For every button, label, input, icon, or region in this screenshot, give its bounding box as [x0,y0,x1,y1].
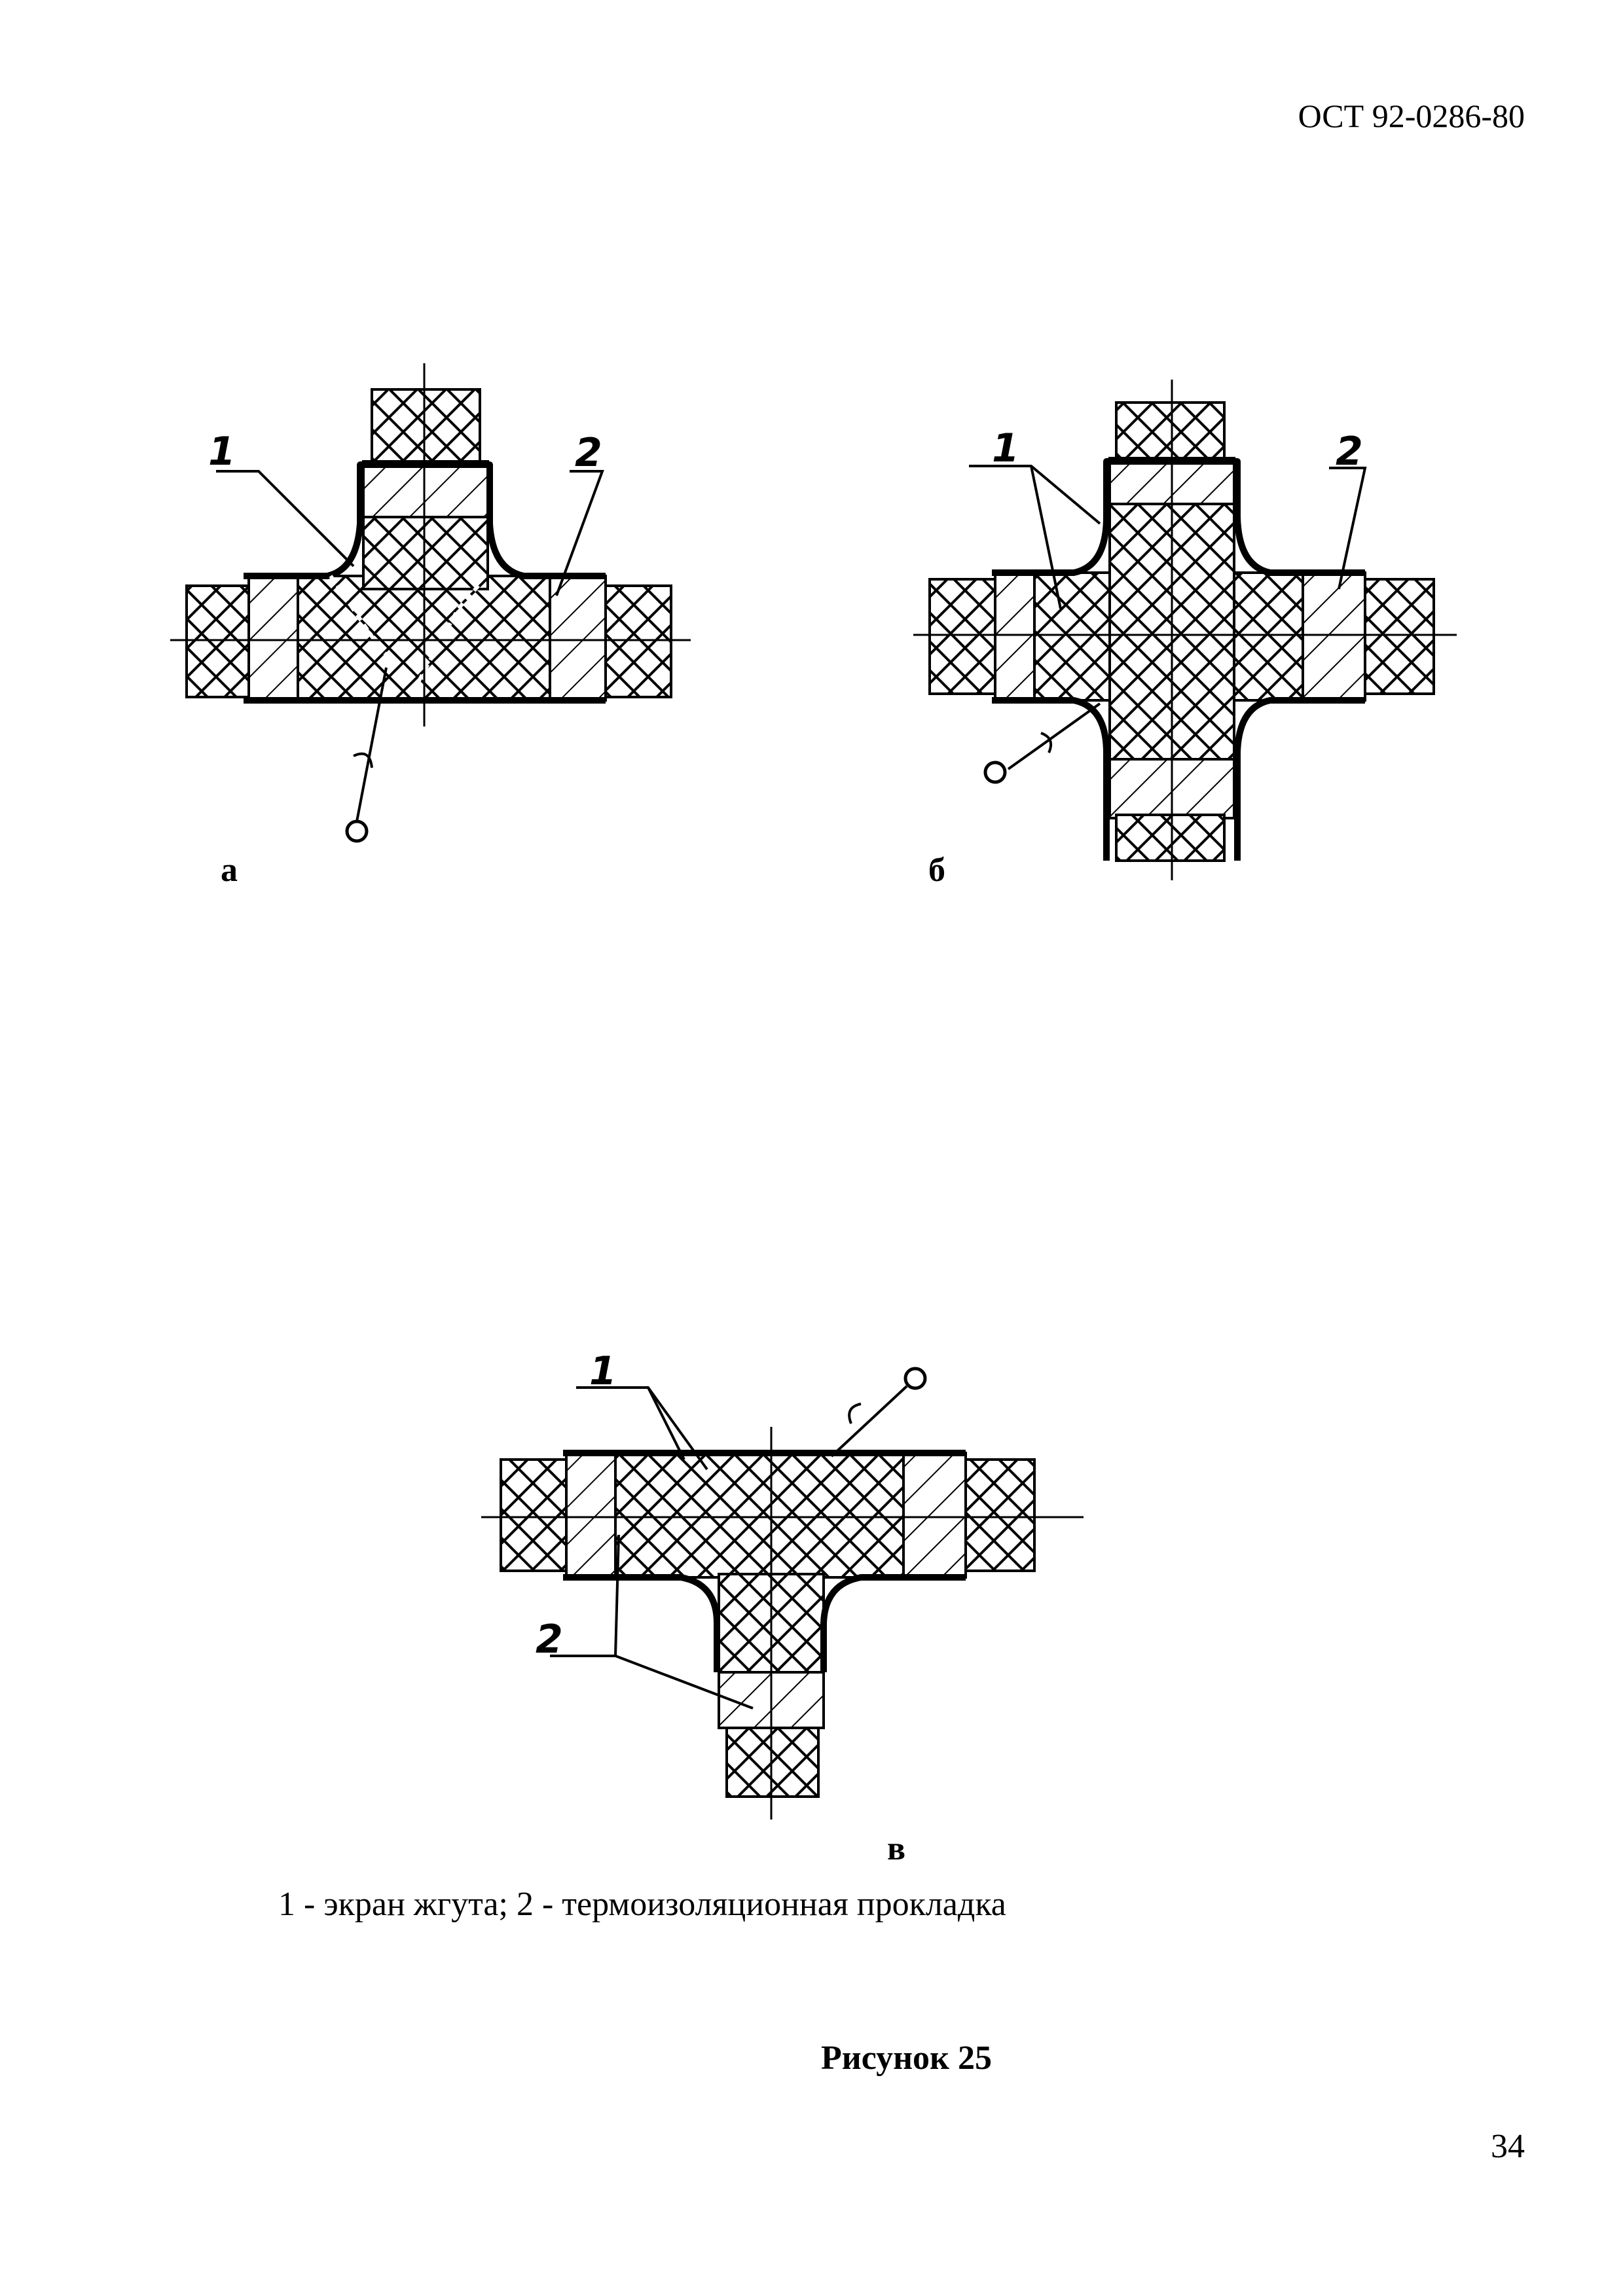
callout-2-v: 2 [536,1617,563,1662]
panel-label-v: в [887,1830,906,1867]
callout-1-a: 1 [208,429,236,475]
panel-label-a: а [221,852,238,889]
callout-2-a: 2 [575,430,602,476]
page-number: 34 [1491,2128,1525,2165]
drawing-v-tee-junction [481,1348,1084,1820]
drawing-b-cross-junction [913,380,1457,880]
document-code: ОСТ 92-0286-80 [1298,98,1525,134]
figure-title: Рисунок 25 [820,2039,993,2077]
panel-label-b: б [928,852,945,889]
callout-2-b: 2 [1336,429,1363,475]
drawing-a-tee-junction [170,363,691,841]
figure-legend: 1 - экран жгута; 2 - термоизоляционная прокладка [278,1886,1006,1923]
callout-1-b: 1 [992,425,1019,471]
callout-1-v: 1 [589,1348,617,1394]
